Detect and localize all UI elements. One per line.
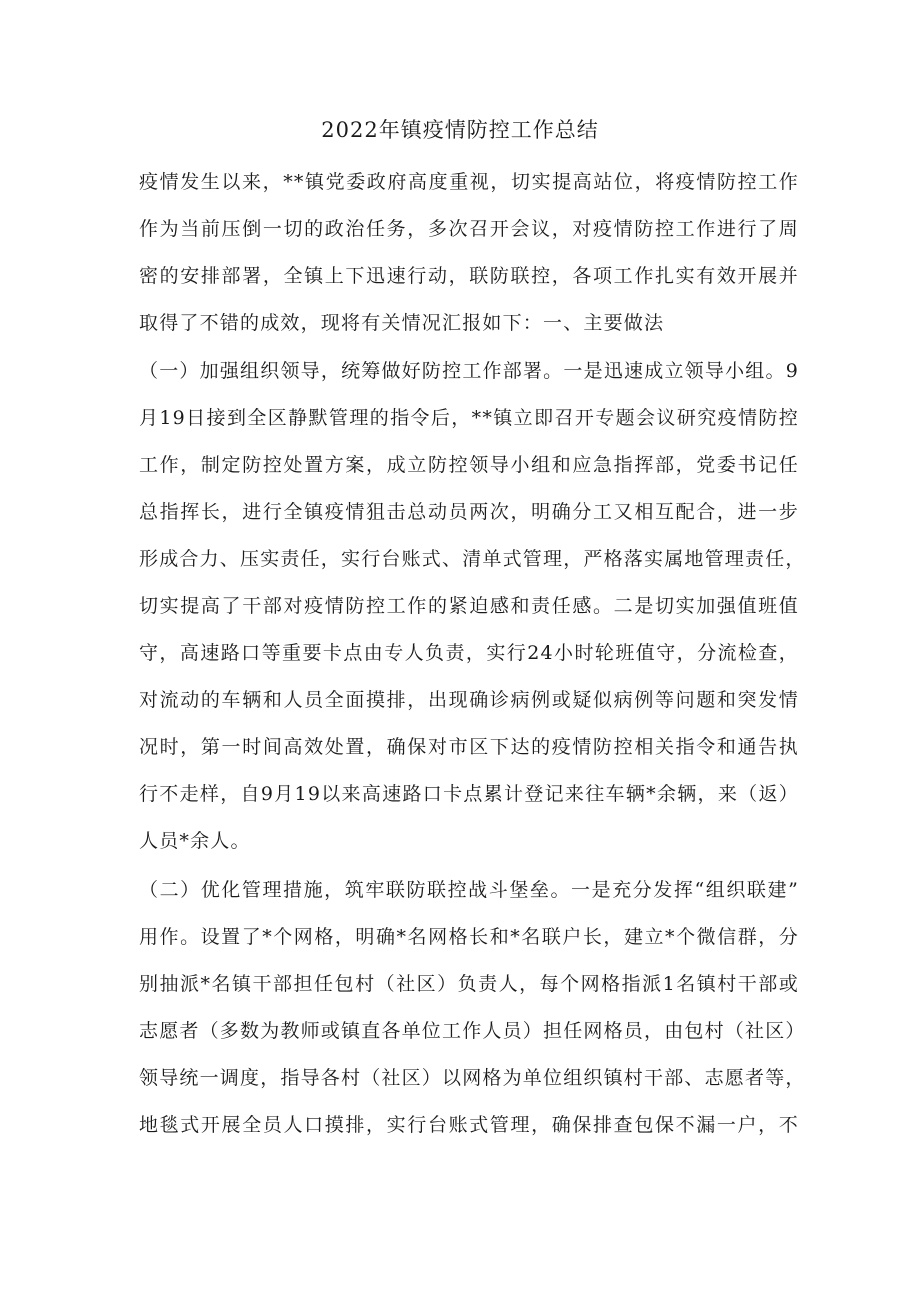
paragraph-line-2: 作为当前压倒一切的政治任务，多次召开会议，对疫情防控工作进行了周 [139, 218, 799, 240]
paragraph-line-3: 密的安排部署，全镇上下迅速行动，联防联控，各项工作扎实有效开展并 [139, 265, 799, 287]
paragraph-line-12: 对流动的车辆和人员全面摸排，出现确诊病例或疑似病例等问题和突发情 [139, 689, 799, 711]
paragraph-line-4: 取得了不错的成效，现将有关情况汇报如下：一、主要做法 [139, 312, 665, 334]
paragraph-line-10: 切实提高了干部对疫情防控工作的紧迫感和责任感。二是切实加强值班值 [139, 595, 799, 617]
paragraph-line-17: 用作。设置了*个网格，明确*名网格长和*名联户长，建立*个微信群，分 [139, 926, 799, 948]
paragraph-line-15: 人员*余人。 [139, 830, 251, 852]
paragraph-line-7: 工作，制定防控处置方案，成立防控领导小组和应急指挥部，党委书记任 [139, 454, 799, 476]
paragraph-line-19: 志愿者（多数为教师或镇直各单位工作人员）担任网格员，由包村（社区） [139, 1020, 806, 1042]
paragraph-line-6: 月19日接到全区静默管理的指令后，**镇立即召开专题会议研究疫情防控 [139, 407, 799, 429]
paragraph-line-1: 疫情发生以来，**镇党委政府高度重视，切实提高站位，将疫情防控工作 [139, 171, 799, 193]
paragraph-line-5: （一）加强组织领导，统筹做好防控工作部署。一是迅速成立领导小组。9 [139, 360, 799, 382]
document-title: 2022年镇疫情防控工作总结 [321, 118, 599, 142]
paragraph-line-16: （二）优化管理措施，筑牢联防联控战斗堡垒。一是充分发挥“组织联建” [139, 879, 799, 901]
paragraph-line-14: 行不走样，自9月19以来高速路口卡点累计登记来往车辆*余辆，来（返） [139, 783, 799, 805]
paragraph-line-8: 总指挥长，进行全镇疫情狙击总动员两次，明确分工又相互配合，进一步 [139, 501, 799, 523]
paragraph-line-11: 守，高速路口等重要卡点由专人负责，实行24小时轮班值守，分流检查， [139, 642, 799, 664]
paragraph-line-20: 领导统一调度，指导各村（社区）以网格为单位组织镇村干部、志愿者等， [139, 1067, 806, 1089]
paragraph-line-18: 别抽派*名镇干部担任包村（社区）负责人，每个网格指派1名镇村干部或 [139, 973, 799, 995]
paragraph-line-9: 形成合力、压实责任，实行台账式、清单式管理，严格落实属地管理责任， [139, 548, 806, 570]
paragraph-line-21: 地毯式开展全员人口摸排，实行台账式管理，确保排查包保不漏一户，不 [139, 1114, 799, 1136]
paragraph-line-13: 况时，第一时间高效处置，确保对市区下达的疫情防控相关指令和通告执 [139, 736, 799, 758]
